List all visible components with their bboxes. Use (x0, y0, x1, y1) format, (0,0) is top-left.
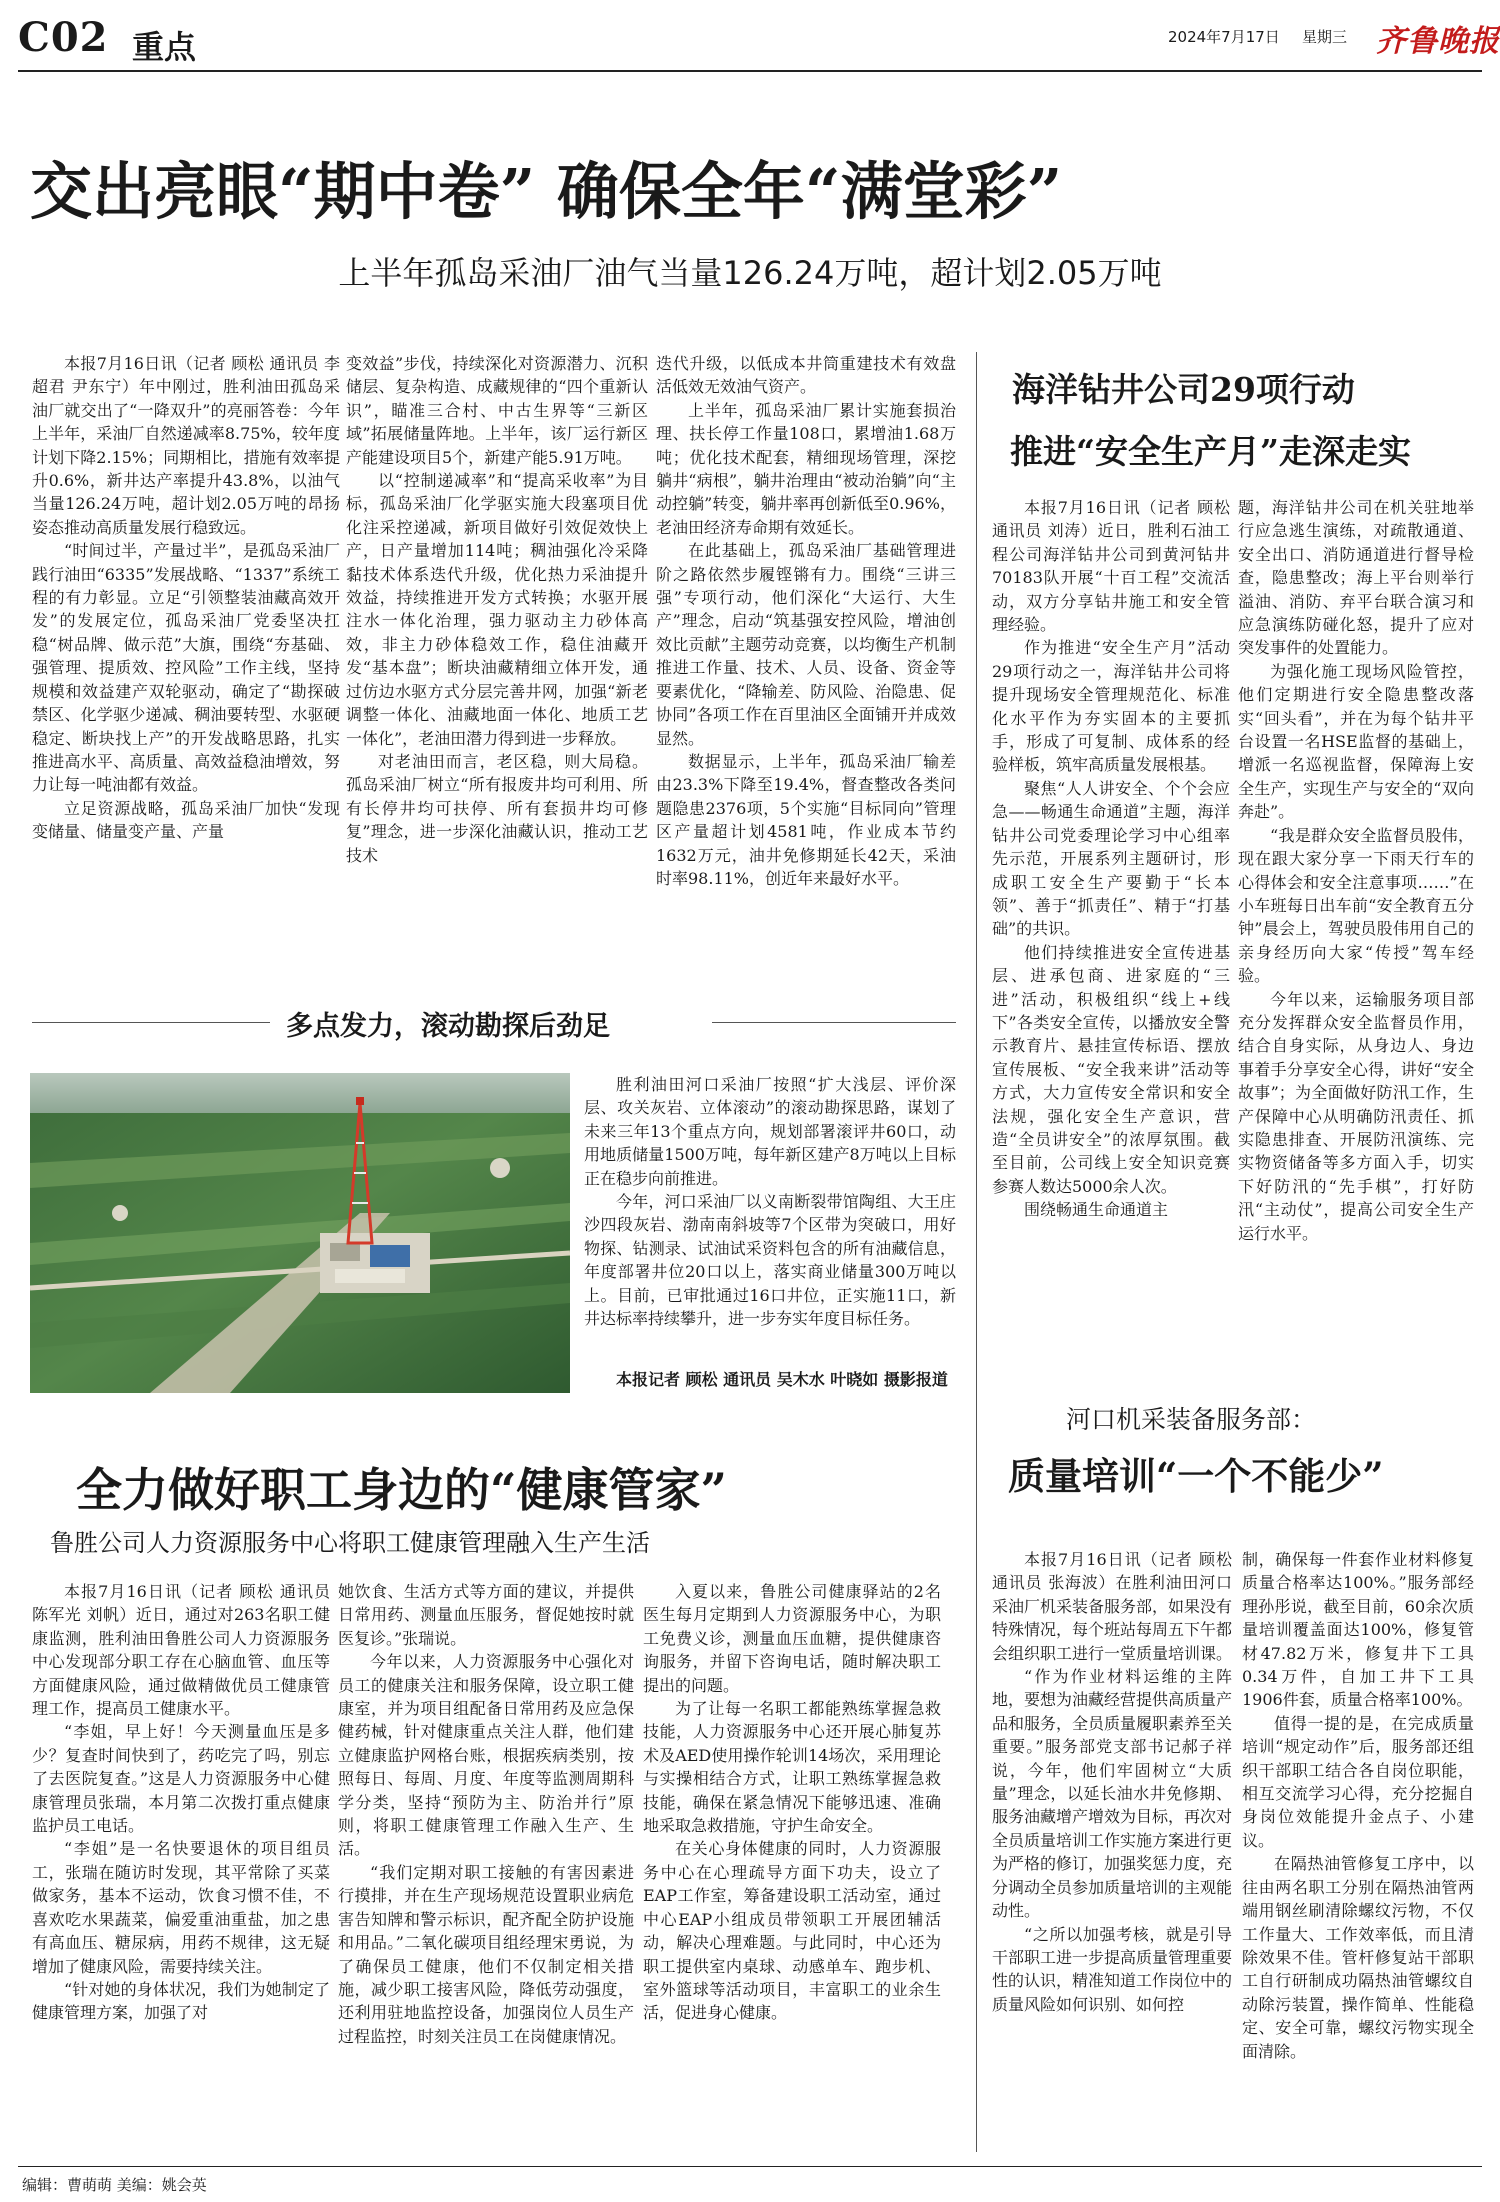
health-column-1 (32, 1580, 330, 2150)
paragraph: 今年以来，人力资源服务中心强化对员工的健康关注和服务保障，设立职工健康室，并为项目组配备日常用药及应急保健药械，针对健康重点关注人群，他们建立健康监护网格台账，根据疾病类别，按照每日、每周、月度、年度等监测周期科学分类，坚持“预防为主、防治并行”原则，将职工健康管理工作融入生产、生活。 (338, 1652, 634, 1859)
health-subheadline: 鲁胜公司人力资源服务中心将职工健康管理融入生产生活 (50, 1529, 650, 1557)
paragraph: 变效益”步伐，持续深化对资源潜力、沉积储层、复杂构造、成藏规律的“四个重新认识”，瞄准三合村、中古生界等“三新区域”拓展储量阵地。上半年，该厂运行新区产能建设项目5个，新建产能5.91万吨。 (346, 354, 648, 467)
paragraph: “李姐”是一名快要退休的项目组员工，张瑞在随访时发现，其平常除了买菜做家务，基本不运动，饮食习惯不佳，不喜欢吃水果蔬菜，偏爱重油重盐，加之患有高血压、糖尿病，用药不规律，这无疑增加了健康风险，需要持续关注。 (32, 1839, 330, 1976)
paragraph: 迭代升级，以低成本井筒重建技术有效盘活低效无效油气资产。 (656, 354, 956, 397)
main-headline: 交出亮眼“期中卷” 确保全年“满堂彩” (30, 155, 1063, 228)
paragraph: “时间过半，产量过半”，是孤岛采油厂践行油田“6335”发展战略、“1337”系统工程的有力彰显。立足“引领整装油藏高效开发”的发展定位，孤岛采油厂党委坚决扛稳“树品牌、做示范”大旗，围绕“夯基础、强管理、提质效、控风险”工作主线，坚持规模和效益建产双轮驱动，确定了“勘探破禁区、化学驱少递减、稠油要转型、水驱硬稳定、断块找上产”的开发战略思路，扎实推进高水平、高质量、高效益稳油增效，努力让每一吨油都有效益。 (32, 541, 340, 795)
issue-weekday: 星期三 (1302, 28, 1348, 46)
paragraph: “针对她的身体状况，我们为她制定了健康管理方案，加强了对 (32, 1979, 330, 2023)
paragraph: “我们定期对职工接触的有害因素进行摸排，并在生产现场规范设置职业病危害告知牌和警示标识，配齐配全防护设施和用品。”二氧化碳项目组经理宋勇说，为了确保员工健康，他们不仅制定相关措施，减少职工接害风险，降低劳动强度，还利用驻地监控设备，加强岗位人员生产过程监控，时刻关注员工在岗健康情况。 (338, 1862, 634, 2046)
paragraph: 为强化施工现场风险管控，他们定期进行安全隐患整改落实“回头看”，并在为每个钻井平台设置一名HSE监督的基础上，增派一名巡视监督，保障海上安全生产，实现生产与安全的“双向奔赴”。 (1238, 661, 1474, 822)
quality-column-1 (992, 1548, 1232, 2150)
paragraph: 立足资源战略，孤岛采油厂加快“发现变储量、储量变产量、产量 (32, 798, 340, 842)
paragraph: 上半年，孤岛采油厂累计实施套损治理、扶长停工作量108口，累增油1.68万吨；优化技术配套，精细现场管理，深挖躺井“病根”，躺井治理由“被动治躺”向“主动控躺”转变，躺井率再创新低至0.96%，老油田经济寿命期有效延长。 (656, 400, 956, 537)
quality-column-2 (1242, 1548, 1474, 2150)
page-number: C02 (18, 14, 109, 61)
drilling-headline-line2: 推进“安全生产月”走深走实 (1010, 432, 1411, 471)
paragraph: 本报7月16日讯（记者 顾松 通讯员 张海波）在胜利油田河口采油厂机采装备服务部，如果没有特殊情况，每个班站每周五下午都会组织职工进行一堂质量培训课。 (992, 1550, 1232, 1663)
issue-date: 2024年7月17日 (1168, 28, 1280, 46)
paragraph: 今年以来，运输服务项目部充分发挥群众安全监督员作用，结合自身实际，从身边人、身边事着手分享安全心得，讲好“安全故事”；为全面做好防汛工作，生产保障中心从明确防汛责任、抓实隐患排查、开展防汛演练、完实物资储备等多方面入手，切实下好防汛的“先手棋”，打好防汛“主动仗”，提高公司安全生产运行水平。 (1238, 989, 1474, 1243)
health-column-3 (643, 1580, 941, 2150)
paragraph: 在隔热油管修复工序中，以往由两名职工分别在隔热油管两端用钢丝刷清除螺纹污物，不仅工作量大、工作效率低，而且清除效果不佳。管杆修复站干部职工自行研制成功隔热油管螺纹自动除污装置，操作简单、性能稳定、安全可靠，螺纹污物实现全面清除。 (1242, 1854, 1474, 2061)
header-rule (18, 70, 1482, 72)
photo-credit-text: 本报记者 顾松 通讯员 吴木水 叶晓如 摄影报道 (616, 1370, 948, 1389)
paragraph: 胜利油田河口采油厂按照“扩大浅层、评价深层、攻关灰岩、立体滚动”的滚动勘探思路，谋划了未来三年13个重点方向，规划部署滚评井60口，动用地质储量1500万吨，每年新区建产8万吨以上目标正在稳步向前推进。 (584, 1075, 956, 1188)
main-column-2 (346, 352, 648, 962)
paragraph: 本报7月16日讯（记者 顾松 通讯员 刘涛）近日，胜利石油工程公司海洋钻井公司到黄河钻井70183队开展“十百工程”交流活动，双方分享钻井施工和安全管理经验。 (992, 498, 1230, 635)
photo-credit (584, 1368, 956, 1416)
paragraph: “我是群众安全监督员股伟，现在跟大家分享一下雨天行车的心得体会和安全注意事项……”在小车班每日出车前“安全教育五分钟”晨会上，驾驶员股伟用自己的亲身经历向大家“传授”驾车经验。 (1238, 825, 1474, 986)
oilfield-photo-graphic (30, 1073, 570, 1393)
explore-headline: 多点发力，滚动勘探后劲足 (286, 1011, 610, 1042)
paragraph: “李姐，早上好！今天测量血压是多少？复查时间快到了，药吃完了吗，别忘了去医院复查。”这是人力资源服务中心健康管理员张瑞，本月第二次拨打重点健康监护员工电话。 (32, 1722, 330, 1836)
paragraph: 围绕畅通生命通道主 (1024, 1200, 1169, 1220)
health-column-2 (338, 1580, 634, 2150)
paragraph: 在关心身体健康的同时，人力资源服务中心在心理疏导方面下功夫，设立了EAP工作室，筹备建设职工活动室，通过中心EAP小组成员带领职工开展团辅活动，解决心理难题。与此同时，中心还为职工提供室内桌球、动感单车、跑步机、室外篮球等活动项目，丰富职工的业余生活，促进身心健康。 (643, 1839, 941, 2023)
paragraph: 他们持续推进安全宣传进基层、进承包商、进家庭的“三进”活动，积极组织“线上+线下”各类安全宣传，以播放安全警示教育片、悬挂宣传标语、摆放宣传展板、“安全我来讲”活动等方式，大力宣传安全常识和安全法规，强化安全生产意识，营造“全员讲安全”的浓厚氛围。截至目前，公司线上安全知识竞赛参赛人数达5000余人次。 (992, 942, 1230, 1196)
paragraph: 本报7月16日讯（记者 顾松 通讯员 陈军光 刘帆）近日，通过对263名职工健康监测，胜利油田鲁胜公司人力资源服务中心发现部分职工存在心脑血管、血压等方面健康风险，通过做精做优员工健康管理工作，提高员工健康水平。 (32, 1582, 330, 1719)
paragraph: 今年，河口采油厂以义南断裂带馆陶组、大王庄沙四段灰岩、渤南南斜坡等7个区带为突破口，用好物探、钻测录、试油试采资料包含的所有油藏信息，年度部署井位20口以上，落实商业储量300万吨以上。目前，已审批通过16口井位，正实施11口，新井达标率持续攀升，进一步夯实年度目标任务。 (584, 1192, 956, 1329)
main-subheadline: 上半年孤岛采油厂油气当量126.24万吨，超计划2.05万吨 (338, 254, 1162, 292)
paragraph: “作为作业材料运维的主阵地，要想为油藏经营提供高质量产品和服务，全员质量履职素养至关重要。”服务部党支部书记郝子祥说，今年，他们牢固树立“大质量”理念，以延长油水井免修期、服务油藏增产增效为目标，再次对全员质量培训工作实施方案进行更为严格的修订，加强奖惩力度，充分调动全员参加质量培训的主观能动性。 (992, 1667, 1232, 1921)
section-rule (712, 1022, 956, 1023)
footer-rule (18, 2166, 1482, 2167)
quality-headline: 质量培训“一个不能少” (1008, 1454, 1384, 1498)
paragraph: 题，海洋钻井公司在机关驻地举行应急逃生演练，对疏散通道、安全出口、消防通道进行督导检查，隐患整改；海上平台则举行溢油、消防、弃平台联合演习和应急演练防碰化怒，提升了应对突发事件的处置能力。 (1238, 498, 1474, 658)
paragraph: 数据显示，上半年，孤岛采油厂输差由23.3%下降至19.4%，督查整改各类问题隐患2376项，5个实施“目标同向”管理区产量超计划4581吨，作业成本节约1632万元，油井免修期延长42天，采油时率98.11%，创近年来最好水平。 (656, 751, 956, 888)
paragraph: 为了让每一名职工都能熟练掌握急救技能，人力资源服务中心还开展心肺复苏术及AED使用操作轮训14场次，采用理论与实操相结合方式，让职工熟练掌握急救技能，确保在紧急情况下能够迅速、准确地采取急救措施，守护生命安全。 (643, 1699, 941, 1836)
paragraph: 在此基础上，孤岛采油厂基础管理进阶之路依然步履铿锵有力。围绕“三讲三强”专项行动，他们深化“大运行、大生产”理念，启动“筑基强安控风险，增油创效比贡献”主题劳动竞赛，以均衡生产机制推进工作量、技术、人员、设备、资金等要素优化，“降输差、防风险、治隐患、促协同”各项工作在百里油区全面铺开并成效显然。 (656, 541, 956, 748)
paragraph: “之所以加强考核，就是引导干部职工进一步提高质量管理重要性的认识，精准知道工作岗位中的质量风险如何识别、如何控 (992, 1924, 1232, 2014)
paragraph: 制，确保每一件套作业材料修复质量合格率达100%。”服务部经理孙彤说，截至目前，60余次质量培训覆盖面达100%，修复管材47.82万米，修复井下工具0.34万件，自加工井下工具1906件套，质量合格率100%。 (1242, 1550, 1474, 1710)
main-column-1 (32, 352, 340, 962)
paragraph: 对老油田而言，老区稳，则大局稳。孤岛采油厂树立“所有报废井均可利用、所有长停井均可扶停、所有套损井均可修复”理念，进一步深化油藏认识，推动工艺技术 (346, 751, 648, 865)
newspaper-logo: 齐鲁晚报 (1376, 24, 1500, 59)
paragraph: 聚焦“人人讲安全、个个会应急——畅通生命通道”主题，海洋钻井公司党委理论学习中心组率先示范，开展系列主题研讨，形成职工安全生产要勤于“长本领”、善于“抓责任”、精于“打基础”的共识。 (992, 778, 1230, 939)
drilling-column-2 (1238, 496, 1474, 1376)
oilfield-aerial-photo (30, 1073, 570, 1393)
health-headline: 全力做好职工身边的“健康管家” (76, 1463, 727, 1517)
main-column-3 (656, 352, 956, 962)
paragraph: 她饮食、生活方式等方面的建议，并提供日常用药、测量血压服务，督促她按时就医复诊。”张瑞说。 (338, 1582, 634, 1648)
drilling-headline-line1: 海洋钻井公司29项行动 (1012, 370, 1355, 409)
paragraph: 本报7月16日讯（记者 顾松 通讯员 李超君 尹东宁）年中刚过，胜利油田孤岛采油厂就交出了“一降双升”的亮丽答卷：今年上半年，采油厂自然递减率8.75%，较年度计划下降2.15%；同期相比，措施有效率提升0.6%，新井达产率提升43.8%，以油气当量126.24万吨，超计划2.05万吨的昂扬姿态推动高质量发展行稳致远。 (32, 354, 340, 537)
paragraph: 入夏以来，鲁胜公司健康驿站的2名医生每月定期到人力资源服务中心，为职工免费义诊，测量血压血糖，提供健康咨询服务，并留下咨询电话，随时解决职工提出的问题。 (643, 1582, 941, 1695)
drilling-column-1 (992, 496, 1230, 1376)
section-name: 重点 (132, 28, 197, 66)
paragraph: 值得一提的是，在完成质量培训“规定动作”后，服务部还组织干部职工结合各自岗位职能，相互交流学习心得，充分挖掘自身岗位效能提升金点子、小建议。 (1242, 1713, 1474, 1850)
paragraph: 作为推进“安全生产月”活动29项行动之一，海洋钻井公司将提升现场安全管理规范化、标准化水平作为夯实固本的主要抓手，形成了可复制、成体系的经验样板，筑牢高质量发展根基。 (992, 638, 1230, 775)
quality-kicker: 河口机采装备服务部： (1066, 1405, 1317, 1434)
section-rule (32, 1022, 270, 1023)
paragraph: 以“控制递减率”和“提高采收率”为目标，孤岛采油厂化学驱实施大段塞项目优化注采控递减，新项目做好引效促效快上产，日产量增加114吨；稠油强化冷采降黏技术体系迭代升级，优化热力采油提升效益，持续推进开发方式转换；水驱开展注水一体化治理，强力驱动主力砂体高效，非主力砂体稳效工作，稳住油藏开发“基本盘”；断块油藏精细立体开发，通过仿边水驱方式分层完善井网，加强“新老调整一体化、油藏地面一体化、地质工艺一体化”，老油田潜力得到进一步释放。 (346, 471, 648, 748)
column-divider (976, 352, 977, 2152)
explore-body (584, 1073, 956, 1373)
footer-editor: 编辑：曹萌萌 美编：姚会英 (22, 2176, 207, 2194)
